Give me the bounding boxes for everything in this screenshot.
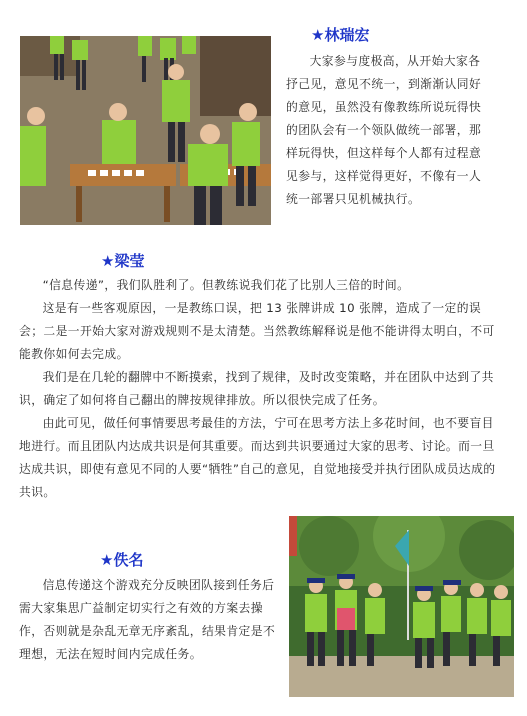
- paragraph-text: 大家参与度极高，从开始大家各抒己见，意见不统一，到渐渐认同好的意见，虽然没有像教练所说玩得快的团队会有一个领队做统一部署，那样玩得快，但这样每个人都有过程意见参与，这样觉得更好，不像有一人统一部署只见机械执行。: [286, 54, 482, 206]
- paragraph-lin: [286, 50, 492, 211]
- paragraph-text: 信息传递这个游戏充分反映团队接到任务后需大家集思广益制定切实行之有效的方案去操作，否则就是杂乱无章无序紊乱，结果肯定是不理想，无法在短时间内完成任务。: [19, 578, 276, 661]
- section-name-liang: ★梁莹: [101, 252, 145, 270]
- section-name-anonymous: ★佚名: [100, 551, 144, 569]
- paragraph-anonymous: [19, 574, 281, 666]
- paragraph-group-liang: [19, 274, 497, 504]
- paragraph-text: 我们是在几轮的翻牌中不断摸索，找到了规律，及时改变策略，并在团队中达到了共识，确定了如何将自己翻出的牌按规律排放。所以很快完成了任务。: [19, 370, 494, 407]
- section-name-lin: ★林瑞宏: [311, 26, 370, 44]
- paragraph-text: 这是有一些客观原因，一是教练口误，把 13 张牌讲成 10 张牌，造成了一定的误会；二是一开始大家对游戏规则不是太清楚。当然教练解释说是他不能讲得太明白，不可能教你如何去完成。: [19, 301, 495, 361]
- photo-group-with-flag: [289, 516, 514, 697]
- photo-team-card-tables: [20, 36, 271, 225]
- paragraph-text: 由此可见，做任何事情要思考最佳的方法，宁可在思考方法上多花时间，也不要盲目地进行。而且团队内达成共识是何其重要。而达到共识要通过大家的思考、讨论。而一旦达成共识，即使有意见不同的人要“牺牲”自己的意见，自觉地接受并执行团队成员达成的共识。: [19, 416, 496, 499]
- paragraph-text: “信息传递”，我们队胜利了。但教练说我们花了比别人三倍的时间。: [42, 278, 410, 292]
